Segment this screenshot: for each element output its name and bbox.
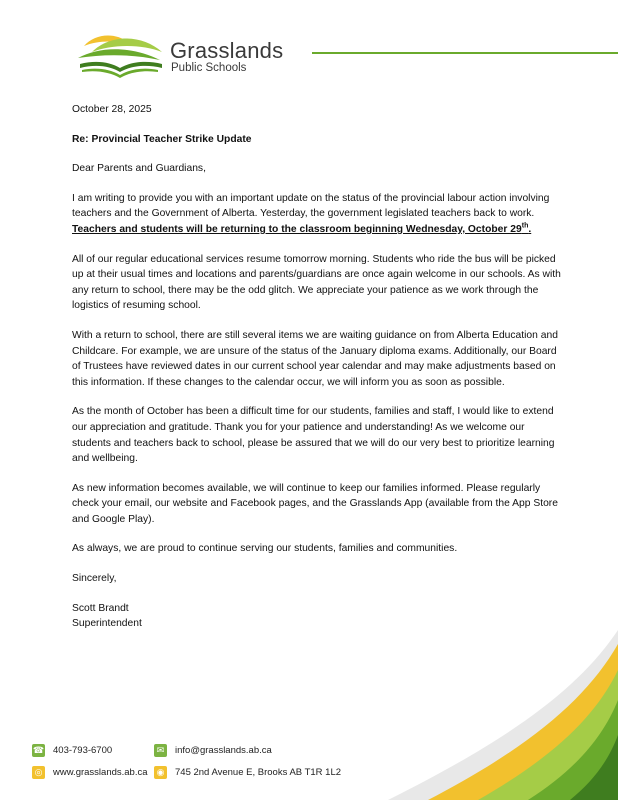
footer-email[interactable] <box>154 744 272 757</box>
signer-title: Superintendent <box>72 618 142 630</box>
brand-subtitle: Public Schools <box>171 62 247 74</box>
logo-mark <box>70 30 170 78</box>
signer-name: Scott Brandt <box>72 602 129 614</box>
footer-contacts <box>32 744 392 788</box>
logo <box>70 30 300 78</box>
footer-address <box>154 766 341 779</box>
paragraph-1-text: I am writing to provide you with an important update on the status of the provincial labour action involving teachers and the Government of Alberta. Yesterday, the government legislated teachers back to work. <box>72 192 550 220</box>
header-divider <box>312 52 618 54</box>
letter-body <box>72 102 562 632</box>
paragraph-3: With a return to school, there are still several items we are waiting guidance on from Alberta Education and Childcare. For example, we are unsure of the status of the January diploma exams. Additionally, our Board of Trustees have reviewed dates in our current school year calendar and may make adjustments based on this information. If these changes to the calendar occur, we will inform you as soon as possible. <box>72 329 558 388</box>
letter-subject: Re: Provincial Teacher Strike Update <box>72 133 252 145</box>
paragraph-6: As always, we are proud to continue serving our students, families and communities. <box>72 543 458 555</box>
address-text: 745 2nd Avenue E, Brooks AB T1R 1L2 <box>175 767 342 778</box>
letter-date: October 28, 2025 <box>72 104 152 115</box>
email-icon: ✉ <box>154 744 167 757</box>
email-link[interactable]: info@grasslands.ab.ca <box>175 745 272 756</box>
paragraph-5: As new information becomes available, we will continue to keep our families informed. Please regularly check your email, our website and Facebook pages, and the Grasslands App (available from the App Store and Google Play). <box>72 482 558 525</box>
paragraph-4: As the month of October has been a difficult time for our students, families and staff, I would like to extend our appreciation and gratitude. Thank you for your patience and understanding! As we welcome our students and teachers back to school, please be assured that we will do our very best to prioritize learning and wellbeing. <box>72 406 555 465</box>
paragraph-1 <box>72 191 562 238</box>
footer-phone <box>32 744 112 757</box>
location-icon: ◉ <box>154 766 167 779</box>
footer-website[interactable] <box>32 766 148 779</box>
decorative-wave <box>358 630 618 800</box>
phone-icon: ☎ <box>32 745 45 755</box>
return-date-emphasis: Teachers and students will be returning to the classroom beginning Wednesday, October 29th. <box>72 222 532 235</box>
letter-closing: Sincerely, <box>72 573 117 585</box>
web-icon: ◎ <box>32 766 45 779</box>
phone-text: 403-793-6700 <box>53 745 113 756</box>
paragraph-2: All of our regular educational services resume tomorrow morning. Students who ride the bus will be picked up at their usual times and locations and parents/guardians are once again welcome in our schools. As with any return to school, there may be the odd glitch. We appreciate your patience as we work through the logistics of resuming school. <box>72 253 561 312</box>
website-link[interactable]: www.grasslands.ab.ca <box>53 767 148 778</box>
letter-salutation: Dear Parents and Guardians, <box>72 163 206 175</box>
brand-name: Grasslands <box>170 38 284 63</box>
